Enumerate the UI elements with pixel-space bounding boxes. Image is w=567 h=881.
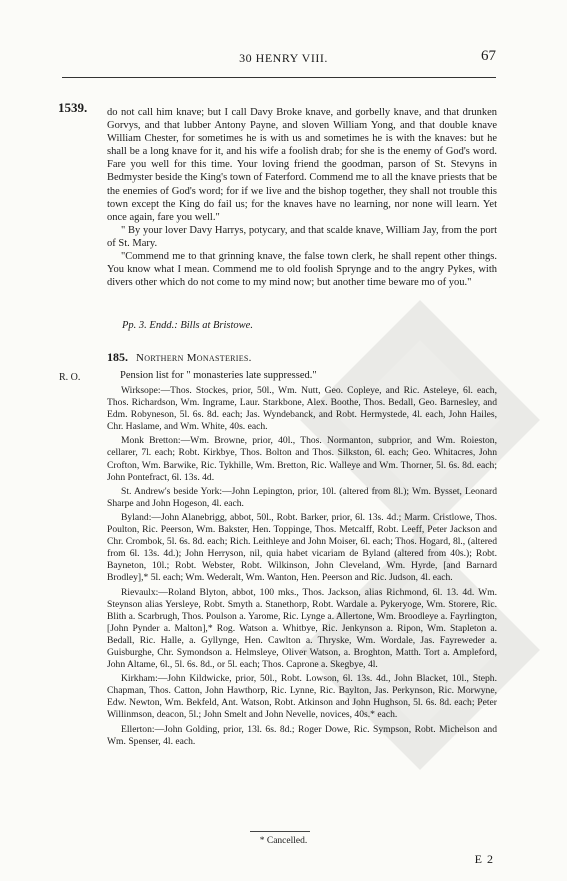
footnote: * Cancelled.: [259, 836, 308, 846]
endorsement: Pp. 3. Endd.: Bills at Bristowe.: [122, 320, 253, 331]
header-rule: [62, 77, 496, 78]
entry-heading: [107, 350, 252, 365]
list-item: St. Andrew's beside York:—John Lepington, prior, 10l. (altered from 8l.); Wm. Bysset, Leonard Sharpe and John Hogeson, 4l. each.: [107, 485, 497, 509]
running-title: 30 HENRY VIII.: [239, 51, 328, 65]
entry-title: Northern Monasteries.: [136, 352, 252, 364]
list-item: Byland:—John Alanebrigg, abbot, 50l., Robt. Barker, prior, 6l. 13s. 4d.; Marm. Cristlowe, Thos. Poulton, Ric. Peerson, Wm. Bakster, Hen. Toppinge, Thos. Metcalff, Robt. Leeff, Peter Jackson and Chr. Crombok, 5l. 6s. 8d. each; Rich. Leithleye and John Moiser, 6l. each; Thos. Hogard, 8l., (altered from 6l. 13s. 4d.); John Herryson, nil, quia habet vicariam de Byland (altered from 40s.); Robt. Bayneton, 10l.; Robt. Webster, Robt. Wilkinson, John Cleveland, Wm. Hyrde, [and Barnard Brodley],* 5l. each; Wm. Wederalt, Wm. Wanton, Hen. Peerson and Ric. Judson, 4l. each.: [107, 511, 497, 584]
pension-intro: Pension list for " monasteries late suppressed.": [120, 370, 317, 381]
margin-year: 1539.: [58, 100, 88, 115]
pension-list: [107, 385, 497, 750]
letter-paragraph: " By your lover Davy Harrys, potycary, and that scalde knave, William Jay, from the port of St. Mary.: [107, 224, 497, 249]
letter-paragraph: "Commend me to that grinning knave, the false town clerk, he shall repent other things. You know what I mean. Commend me to old foolish Sprynge and to the angry Pykes, with divers other which do not come to my mind now; but another time beware mo of you.": [107, 251, 497, 289]
list-item: Monk Bretton:—Wm. Browne, prior, 40l., Thos. Normanton, subprior, and Wm. Roieston, cellarer, 7l. each; Robt. Kirkbye, Thos. Bolton and Thos. Silkston, 6l. each; Geo. Whitacres, John Crofton, Wm. Barwike, Ric. Tykhille, Wm. Bretton, Ric. Walleye and Wm. Thorner, 5l. 6s. 8d. each; John Pontefract, 6l. 13s. 4d.: [107, 435, 497, 483]
page-header: [0, 50, 567, 70]
signature-mark: E 2: [474, 852, 494, 866]
list-item: Ellerton:—John Golding, prior, 13l. 6s. 8d.; Roger Dowe, Ric. Sympson, Robt. Michelson and Wm. Spenser, 4l. each.: [107, 723, 497, 747]
letter-text: [107, 106, 497, 289]
footnote-rule: [250, 831, 310, 832]
letter-paragraph: do not call him knave; but I call Davy Broke knave, and gorbelly knave, and that drunken Gorvys, and that lubber Antony Payne, and sloven William Yong, and that double knave William Chester, for sometimes he is with us and sometimes he is with the knaves: but he shall be a long knave for it, and his wife a foolish drab; for she is the enemy of God's word. Fare you well for this time. Your loving friend the goodman, parson of St. Stevyns in Bedmyster beside the King's town of Faterford. Commend me to all the knave priests that be the enemies of God's word; for if we live and the bishop together, they shall not trouble this town except the King do fail us; for the knaves have no learning, nor none will learn. Yet once again, fare you well.": [107, 107, 497, 223]
page-number: 67: [481, 48, 496, 64]
entry-number: 185.: [107, 350, 128, 364]
list-item: Wirksope:—Thos. Stockes, prior, 50l., Wm. Nutt, Geo. Copleye, and Ric. Asteleye, 6l. each, Thos. Richardson, Wm. Ingrame, Laur. Starkbone, Alex. Boothe, Thos. Bedall, Geo. Barnesley, and Edm. Robyneson, 5l. 6s. 8d. each; Jas. Wyndebanck, and Robt. Hermystede, 4l. each, John Hailes, Chr. Haslame, and Wm. White, 40s. each.: [107, 385, 497, 433]
list-item: Rievaulx:—Roland Blyton, abbot, 100 mks., Thos. Jackson, alias Richmond, 6l. 13. 4d. Wm. Steynson alias Yersleye, Robt. Smyth a. Stanethorp, Robt. Wardale a. Pykeryoge, Wm. Storere, Ric. Blith a. Scarbrugh, Thos. Poulson a. Yarome, Ric. Lynge a. Allertone, Wm. Broodleye a. Fayrlington, [John Pynder a. Malton],* Rog. Watson a. Whitbye, Ric. Jenkynson a. Ripon, Wm. Stapleton a. Bedall, Ric. Halle, a. Gyllynge, Hen. Cawlton a. Thryske, Wm. Wordale, Jas. Fayreweder a. Guisburghe, Chr. Symondson a. Helmsleye, Oliver Watson, a. Broghton, Matth. Tort a. Ampleford, John Altame, 6l., 5l. 6s. 8d., or 5l. each; Thos. Caprone a. Skegbye, 4l.: [107, 586, 497, 671]
list-item: Kirkham:—John Kildwicke, prior, 50l., Robt. Lowson, 6l. 13s. 4d., John Blacket, 10l., Steph. Chapman, Thos. Catton, John Hawthorp, Ric. Lynne, Ric. Baylton, Jas. Perkynson, Ric. Morwyne, Edw. Newton, Wm. Bekfeld, Ant. Watson, Robt. Atkinson and John Hughson, 5l. 6s. 8d. each; Peter Willinmson, deacon, 5l.; John Smelt and John Nevelle, novices, 40s.* each.: [107, 673, 497, 721]
margin-source: R. O.: [59, 372, 81, 383]
